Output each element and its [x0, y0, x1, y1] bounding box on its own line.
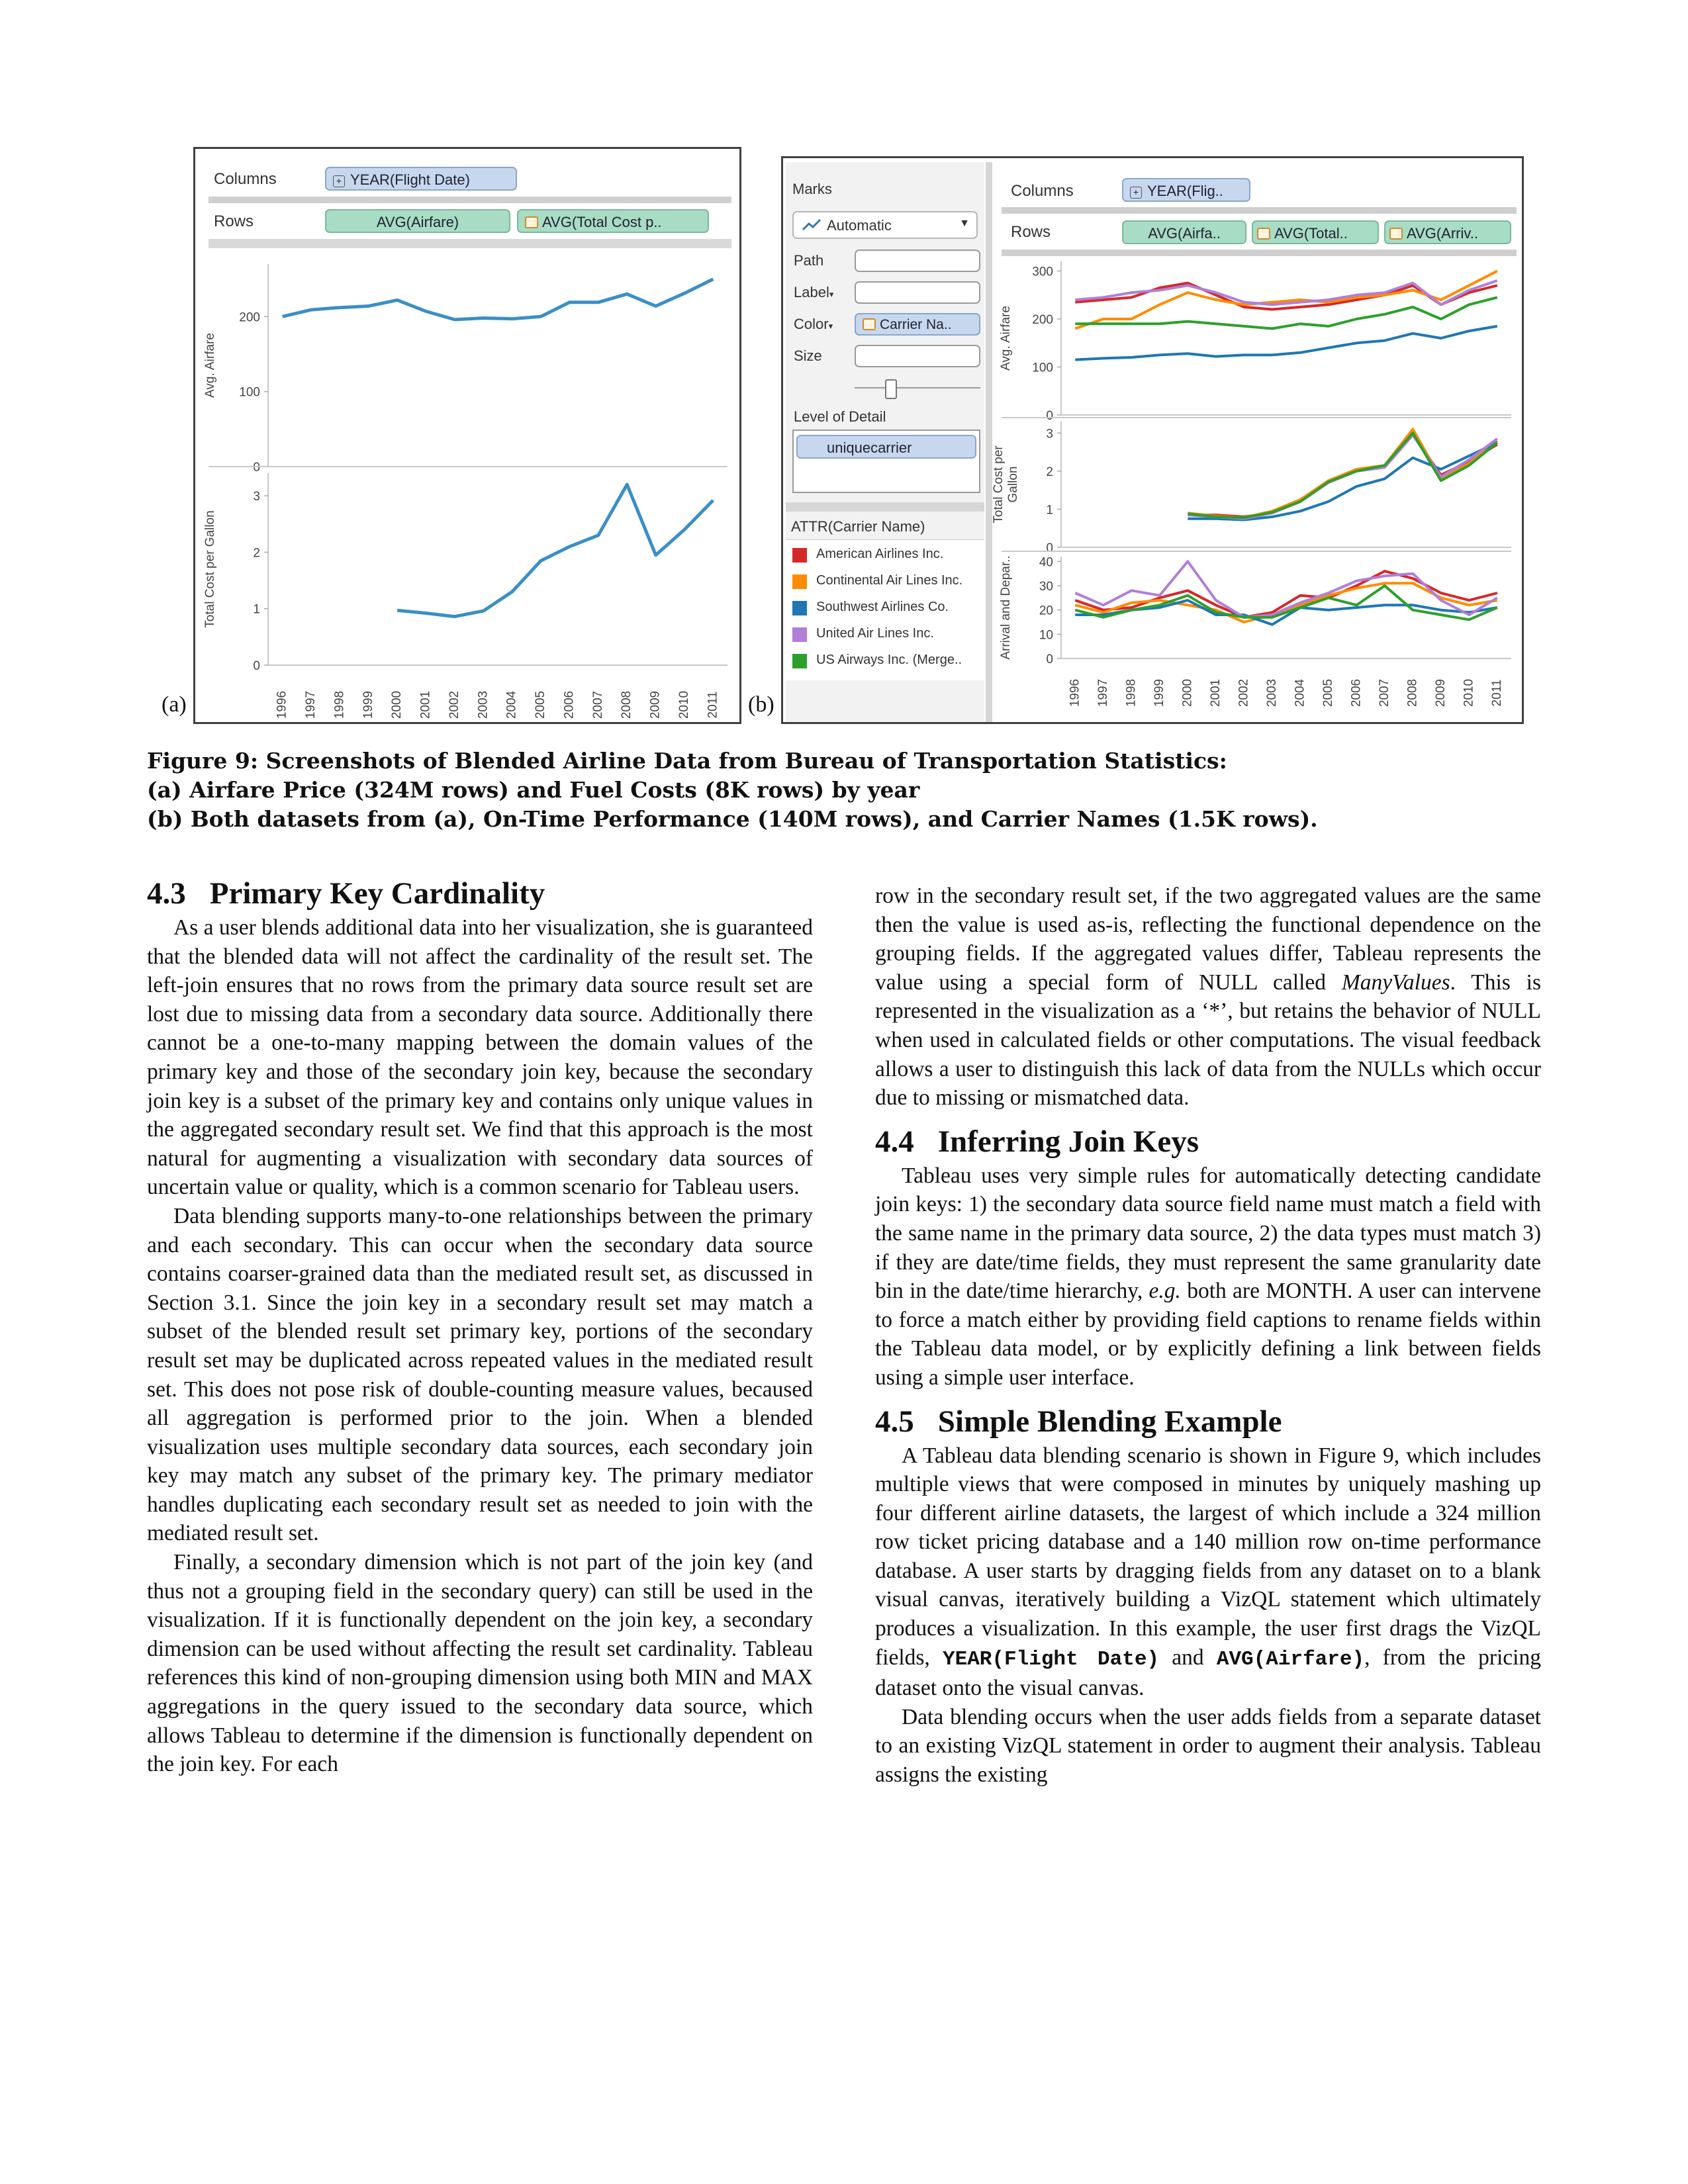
shelf-divider — [1002, 250, 1517, 256]
y-tick-label: 40 — [1039, 555, 1053, 570]
x-tick-label: 2011 — [706, 691, 720, 719]
panel-b-screenshot — [781, 156, 1524, 724]
rows-shelf-label: Rows — [214, 212, 254, 230]
shelf-divider — [209, 197, 731, 203]
y-tick-label: 100 — [239, 385, 260, 400]
series-line — [397, 484, 713, 617]
x-tick-label: 2003 — [476, 690, 491, 719]
label-shelf[interactable] — [855, 281, 980, 304]
x-tick-label: 1999 — [361, 690, 375, 719]
y-tick-label: 0 — [253, 659, 260, 673]
x-tick-label: 2000 — [390, 690, 404, 719]
panel-a-screenshot — [193, 147, 741, 724]
y-axis-title: Arrival and Depar.. — [999, 555, 1013, 660]
path-shelf[interactable] — [855, 250, 980, 272]
rows-pill-total-cost[interactable]: AVG(Total Cost p.. — [517, 209, 709, 233]
figure-caption — [147, 747, 1544, 834]
x-tick-label: 1999 — [1152, 678, 1166, 707]
line-mark-icon — [802, 218, 821, 232]
x-tick-label: 2010 — [1462, 678, 1476, 707]
x-tick-label: 2002 — [447, 690, 461, 719]
chevron-down-icon: ▼ — [959, 218, 970, 229]
level-of-detail-label: Level of Detail — [794, 408, 886, 425]
marks-card — [786, 162, 984, 722]
size-shelf[interactable] — [855, 345, 980, 367]
x-tick-label: 2001 — [1208, 678, 1223, 707]
y-tick-label: 300 — [1032, 265, 1053, 279]
y-tick-label: 0 — [1046, 653, 1053, 666]
x-tick-label: 2000 — [1180, 678, 1195, 707]
y-tick-label: 1 — [1046, 503, 1053, 518]
x-tick-label: 2007 — [1377, 678, 1391, 707]
x-tick-label: 2009 — [1433, 678, 1448, 707]
section-heading-4-3: 4.3 Primary Key Cardinality — [147, 876, 545, 911]
linked-source-icon — [525, 216, 538, 228]
x-tick-label: 2003 — [1264, 678, 1279, 707]
columns-shelf-label: Columns — [214, 170, 277, 188]
rows-pill-total-cost[interactable]: AVG(Total.. — [1252, 220, 1379, 244]
marks-title: Marks — [792, 181, 832, 197]
x-tick-label: 2008 — [620, 690, 634, 719]
expand-icon: + — [1130, 187, 1142, 199]
linked-source-icon — [1389, 228, 1403, 240]
rows-pill-airfare[interactable]: AVG(Airfa.. — [1122, 220, 1246, 244]
x-tick-label: 2001 — [418, 690, 433, 719]
paragraph: Finally, a secondary dimension which is not part of the join key (and thus not a grouping field in the secondary query) can still be used in the visualization. If it is functionally dependent on the join key, a secondary dimension can be used without affecting the result set cardinality. Tableau references this kind of non-grouping dimension using both MIN and MAX aggregations in the query issued to the secondary data source, which allows Tableau to determine if the dimension is functionally dependent on the join key. For each — [147, 1550, 813, 1777]
y-tick-label: 3 — [1046, 427, 1053, 441]
path-label: Path — [794, 252, 824, 269]
paragraph: A Tableau data blending scenario is shown in Figure 9, which includes multiple views that were composed in minutes by uniquely mashing up four different airline datasets, the largest of which include a 324 million row ticket pricing database and a 140 million row on-time performance database. A user starts by dragging fields from any dataset on to a blank visual canvas, iteratively building a VizQL statement which ultimately produces a visualization. In this example, the user first drags the VizQL fields, YEAR(Flight Date) and AVG(Airfare), from the pricing dataset onto the visual canvas. — [875, 1443, 1541, 1701]
legend-item[interactable]: Southwest Airlines Co. — [816, 600, 949, 614]
rows-shelf-label: Rows — [1011, 223, 1051, 241]
legend-swatch — [792, 548, 807, 563]
y-tick-label: 100 — [1032, 361, 1053, 375]
size-slider-track — [855, 387, 980, 388]
series-line — [283, 279, 714, 320]
y-axis-title: Total Cost per Gallon — [203, 510, 217, 628]
y-tick-label: 200 — [1032, 313, 1053, 327]
legend-item[interactable]: American Airlines Inc. — [816, 547, 944, 561]
rows-pill-airfare[interactable]: AVG(Airfare) — [325, 209, 510, 233]
paragraph: As a user blends additional data into her visualization, she is guaranteed that the blended data will not affect the cardinality of the result set. The left-join ensures that no rows from the primary data source result set are lost due to missing data from a secondary data source. Additionally there cannot be a one-to-many mapping between the domain values of the primary key and those of the secondary join key, because the secondary join key is a subset of the primary key and contains only unique values in the aggregated secondary result set. We find that this approach is the most natural for augmenting a visualization with secondary data sources of uncertain value or quality, which is a common scenario for Tableau users. — [147, 915, 813, 1200]
x-tick-label: 2008 — [1405, 678, 1420, 707]
x-tick-label: 2006 — [562, 690, 577, 719]
marks-card-splitter[interactable] — [986, 162, 992, 722]
linked-source-icon — [863, 318, 876, 330]
linked-source-icon — [1257, 228, 1270, 240]
paragraph: Data blending occurs when the user adds fields from a separate dataset to an existing VizQL statement in order to augment their analysis. Tableau assigns the existing — [875, 1704, 1541, 1788]
y-tick-label: 2 — [1046, 465, 1053, 479]
legend-item[interactable]: Continental Air Lines Inc. — [816, 573, 963, 588]
y-tick-label: 0 — [253, 461, 260, 475]
mark-type-dropdown[interactable]: Automatic ▼ — [792, 211, 978, 239]
x-tick-label: 2005 — [1321, 678, 1335, 707]
legend-title: ATTR(Carrier Name) — [791, 518, 925, 535]
legend-swatch — [792, 654, 807, 668]
y-tick-label: 0 — [1046, 541, 1053, 555]
paragraph-continuation: row in the secondary result set, if the two aggregated values are the same then the value is used as-is, reflecting the functional dependence on the grouping fields. If the aggregated values differ, Tableau represents the value using a special form of NULL called ManyValues. This is represented in the visualization as a ‘*’, but retains the behavior of NULL when used in calculated fields or other computations. The visual feedback allows a user to distinguish this lack of data from the NULLs which occur due to missing or mismatched data. — [875, 884, 1541, 1111]
legend-swatch — [792, 627, 807, 642]
y-axis-title: Total Cost per — [992, 445, 1006, 523]
x-tick-label: 2007 — [590, 690, 605, 719]
size-label: Size — [794, 347, 822, 364]
x-tick-label: 2009 — [648, 690, 663, 719]
x-tick-label: 2004 — [504, 690, 519, 719]
legend-item[interactable]: US Airways Inc. (Merge.. — [816, 653, 962, 667]
series-line — [1188, 443, 1497, 520]
y-tick-label: 0 — [1046, 409, 1053, 423]
legend-swatch — [792, 601, 807, 615]
panel-b-chart — [992, 256, 1518, 719]
y-tick-label: 200 — [239, 310, 260, 325]
shelf-divider — [209, 239, 731, 248]
columns-pill-year[interactable]: + YEAR(Flight Date) — [325, 167, 517, 191]
columns-pill-year[interactable]: + YEAR(Flig.. — [1122, 178, 1250, 202]
expand-icon: + — [333, 175, 345, 187]
shelf-divider — [1002, 207, 1517, 214]
y-axis-title: Avg. Airfare — [999, 306, 1013, 371]
panel-b-tag: (b) — [748, 692, 774, 717]
color-shelf-label[interactable]: Color▾ — [794, 316, 833, 332]
section-heading-4-5: 4.5 Simple Blending Example — [875, 1404, 1282, 1439]
y-tick-label: 10 — [1039, 628, 1053, 643]
left-column — [147, 875, 813, 1779]
section-heading-4-4: 4.4 Inferring Join Keys — [875, 1124, 1199, 1159]
y-tick-label: 3 — [253, 490, 260, 504]
series-line — [1188, 430, 1497, 518]
rows-pill-arrival[interactable]: AVG(Arriv.. — [1384, 220, 1511, 244]
paragraph: Data blending supports many-to-one relationships between the primary and each secondary. This can occur when the secondary data source contains coarser-grained data than the mediated result set, as discussed in Section 3.1. Since the join key in a secondary result set may match a subset of the blended result set primary key, portions of the secondary result set may be duplicated across repeated values in the mediated result set. This does not pose risk of double-counting measure values, becaused all aggregation is performed prior to the join. When a blended visualization uses multiple secondary data sources, each secondary join key may match any subset of the primary key. The primary mediator handles duplicating each secondary result set as needed to join with the mediated result set. — [147, 1203, 813, 1546]
x-tick-label: 1997 — [1096, 678, 1110, 707]
legend-swatch — [792, 574, 807, 589]
legend-box — [786, 539, 984, 680]
caption-line: (b) Both datasets from (a), On-Time Performance (140M rows), and Carrier Names (1.5K rows). — [147, 806, 1318, 832]
series-line — [1075, 326, 1497, 360]
caption-line: (a) Airfare Price (324M rows) and Fuel Costs (8K rows) by year — [147, 777, 920, 803]
legend-item[interactable]: United Air Lines Inc. — [816, 626, 934, 641]
y-tick-label: 20 — [1039, 604, 1053, 618]
legend-divider — [786, 502, 984, 512]
x-tick-label: 2006 — [1349, 678, 1364, 707]
series-line — [1188, 433, 1497, 518]
y-axis-title: Gallon — [1006, 466, 1020, 503]
x-tick-label: 2010 — [677, 690, 691, 719]
y-axis-title: Avg. Airfare — [203, 333, 217, 398]
caption-line: Figure 9: Screenshots of Blended Airline Data from Bureau of Transportation Statistics: — [147, 748, 1227, 774]
size-slider-handle[interactable] — [885, 379, 897, 399]
x-tick-label: 2004 — [1293, 678, 1307, 707]
x-tick-label: 2011 — [1489, 679, 1504, 707]
color-pill-carrier[interactable]: Carrier Na.. — [855, 313, 980, 336]
x-tick-label: 1998 — [332, 690, 347, 719]
panel-a-chart — [195, 248, 739, 719]
y-tick-label: 30 — [1039, 580, 1053, 594]
x-tick-label: 1998 — [1124, 678, 1139, 707]
label-shelf-label[interactable]: Label▾ — [794, 284, 834, 300]
paragraph: Tableau uses very simple rules for automatically detecting candidate join keys: 1) the secondary data source field name must match a field with the same name in the primary data source, 2) the data types must match 3) if they are date/time fields, they must represent the same granularity date bin in the date/time hierarchy, e.g. both are MONTH. A user can intervene to force a match either by providing field captions to rename fields within the Tableau data model, or by explicitly defining a link between fields using a simple user interface. — [875, 1163, 1541, 1390]
y-tick-label: 2 — [253, 546, 260, 561]
dropdown-arrow-icon: ▾ — [828, 321, 833, 331]
x-tick-label: 1996 — [275, 690, 289, 719]
x-tick-label: 1996 — [1068, 678, 1082, 707]
panel-a-tag: (a) — [162, 692, 187, 717]
right-column — [875, 882, 1541, 1790]
x-tick-label: 2005 — [534, 690, 548, 719]
x-tick-label: 2002 — [1237, 678, 1251, 707]
columns-shelf-label: Columns — [1011, 182, 1074, 200]
y-tick-label: 1 — [253, 602, 260, 617]
lod-pill-uniquecarrier[interactable]: uniquecarrier — [796, 435, 976, 459]
dropdown-arrow-icon: ▾ — [829, 289, 834, 299]
x-tick-label: 1997 — [304, 690, 318, 719]
